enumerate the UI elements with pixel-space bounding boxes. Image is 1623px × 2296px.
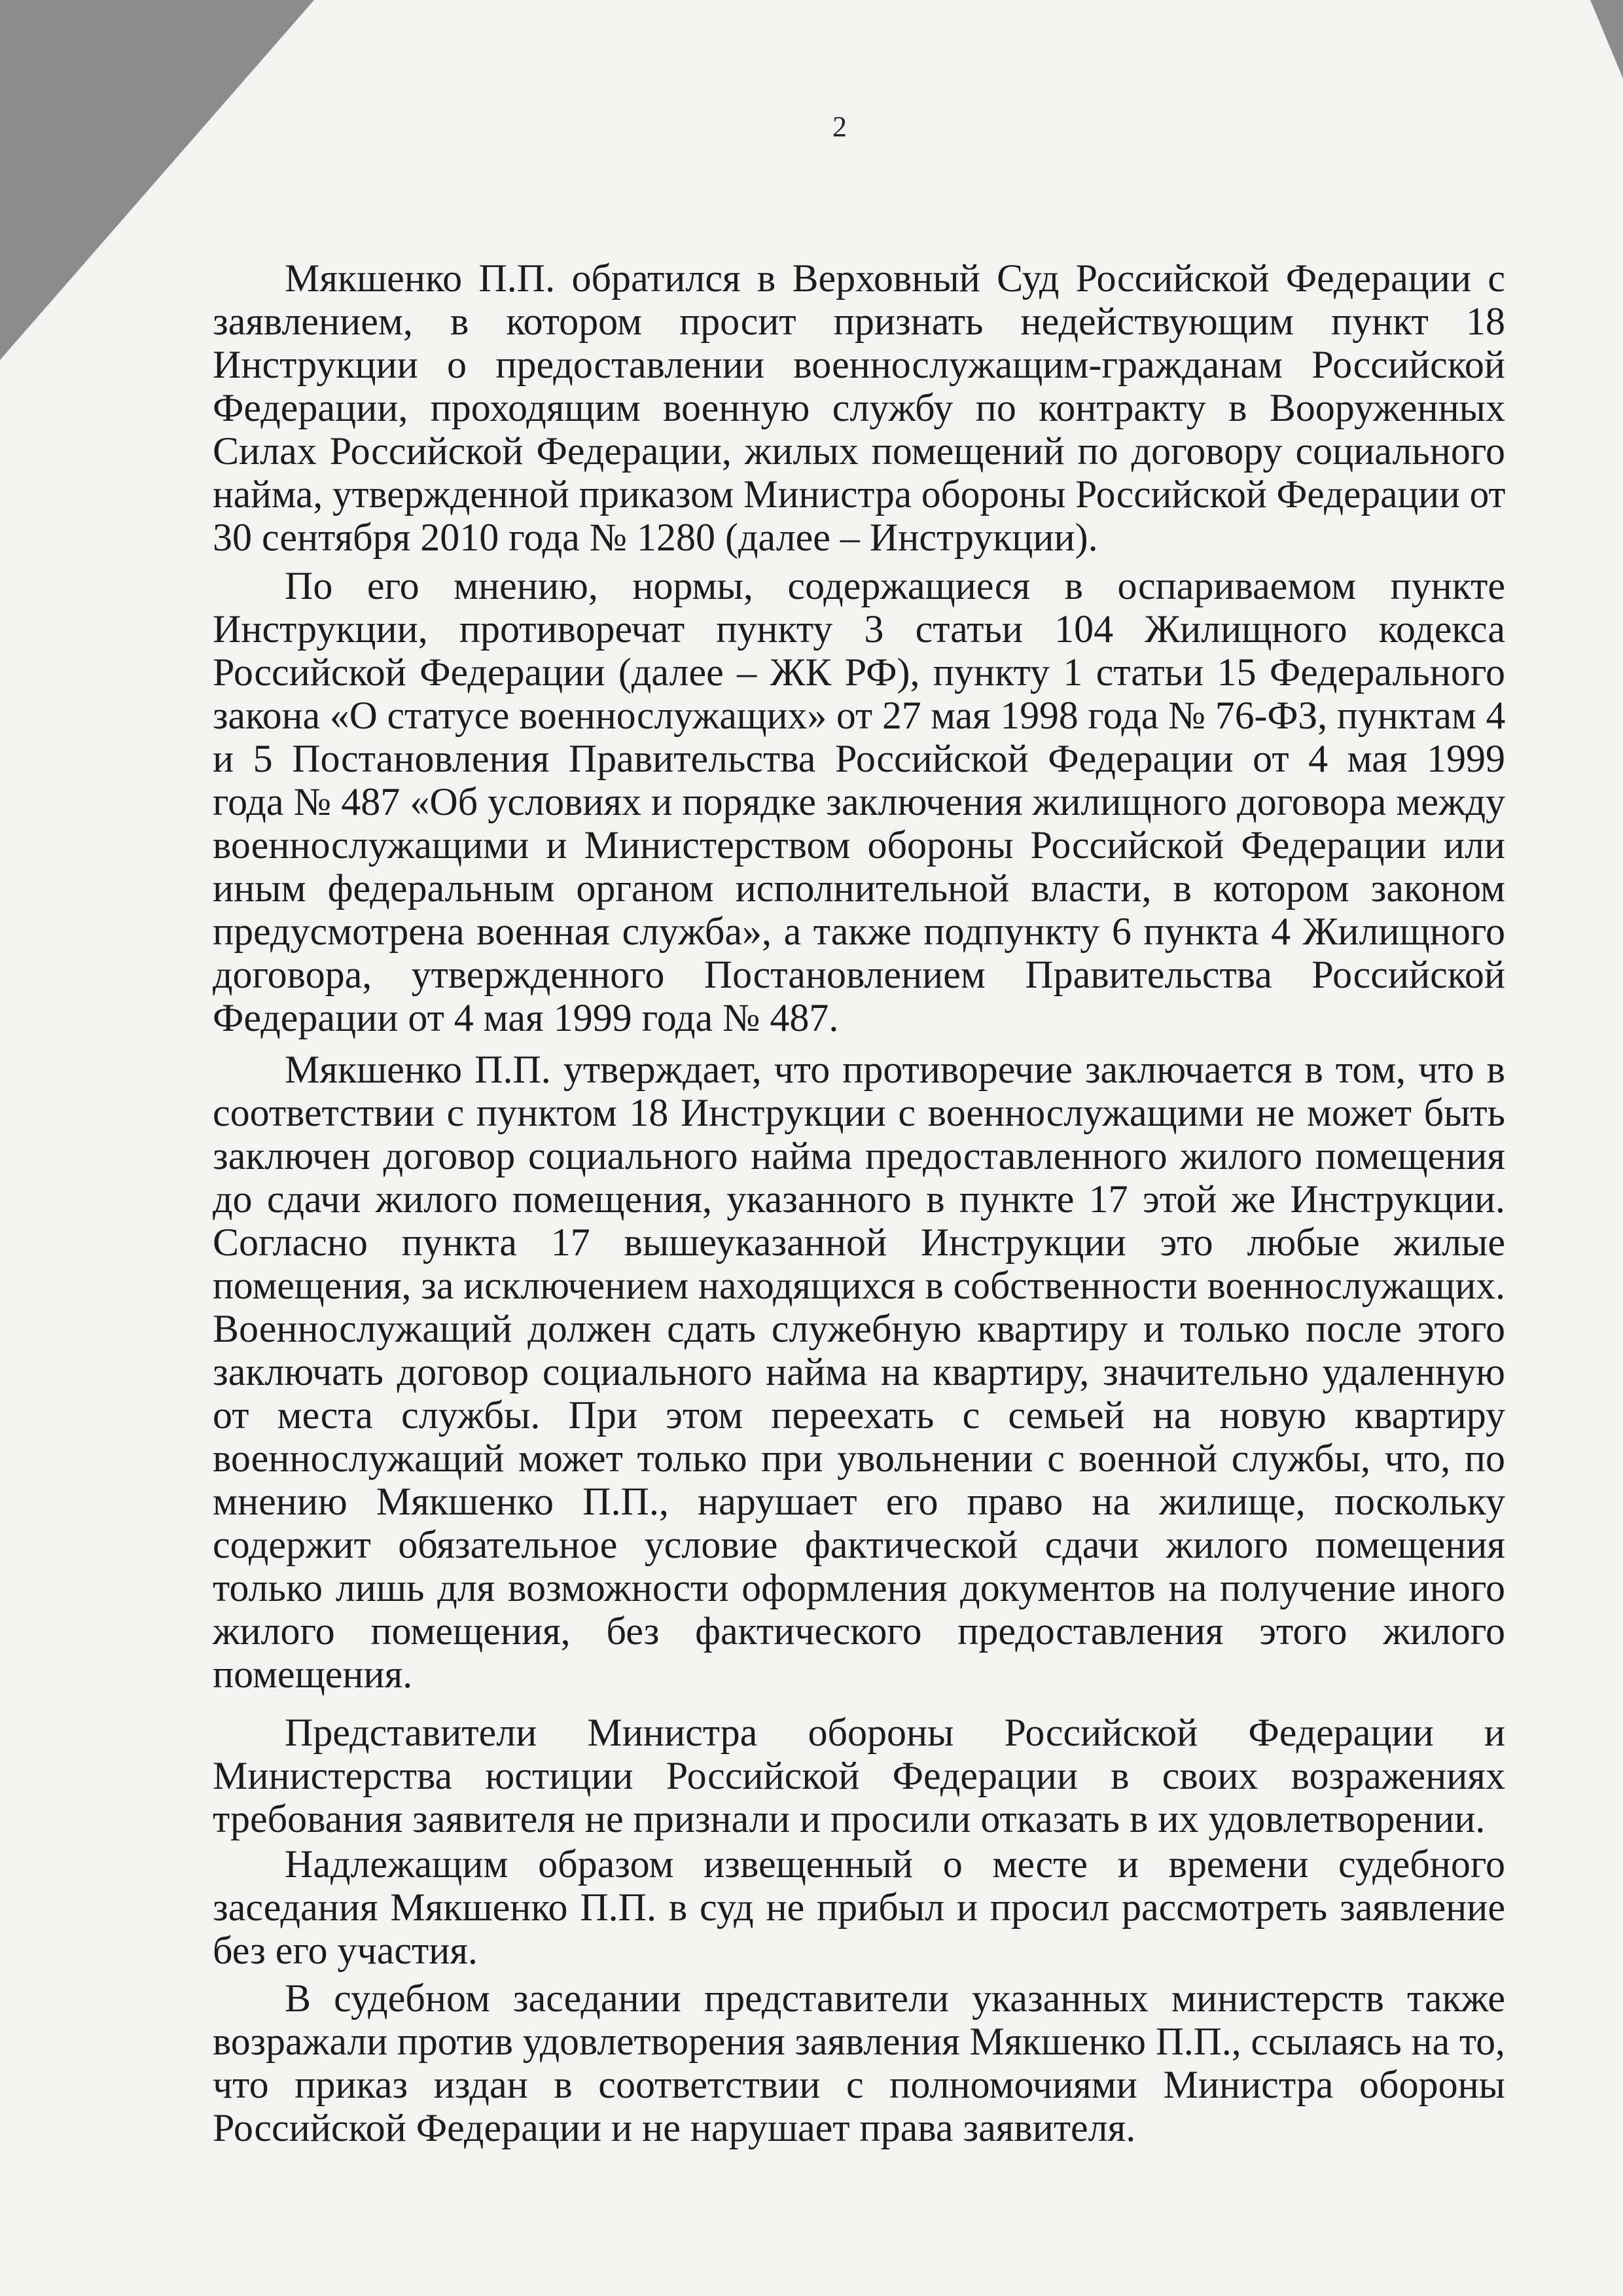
text-line: содержит обязательное условие фактической сдачи жилого помещения xyxy=(213,1523,1505,1566)
text-line: иным федеральным органом исполнительной власти, в котором законом xyxy=(213,867,1505,910)
text-line: договора, утвержденного Постановлением Правительства Российской xyxy=(213,953,1505,996)
text-line: требования заявителя не признали и просили отказать в их удовлетворении. xyxy=(213,1797,1486,1840)
text-line: закона «О статусе военнослужащих» от 27 мая 1998 года № 76-ФЗ, пунктам 4 xyxy=(213,694,1506,737)
text-line: только лишь для возможности оформления документов на получение иного xyxy=(213,1566,1505,1609)
text-line: Министерства юстиции Российской Федерации в своих возражениях xyxy=(213,1754,1505,1797)
text-line: что приказ издан в соответствии с полномочиями Министра обороны xyxy=(213,2063,1505,2106)
text-line: Согласно пункта 17 вышеуказанной Инструкции это любые жилые xyxy=(213,1221,1505,1264)
text-line: возражали против удовлетворения заявления Мякшенко П.П., ссылаясь на то, xyxy=(213,2020,1505,2063)
text-line: В судебном заседании представители указанных министерств также xyxy=(285,1977,1505,2020)
paragraph-representatives xyxy=(213,1711,1505,1840)
text-line: найма, утвержденной приказом Министра обороны Российской Федерации от xyxy=(213,473,1506,516)
text-line: военнослужащими и Министерством обороны Российской Федерации или xyxy=(213,823,1505,867)
page-number: 2 xyxy=(832,111,847,143)
paragraph-application xyxy=(213,257,1505,559)
text-line: заседания Мякшенко П.П. в суд не прибыл и просил рассмотреть заявление xyxy=(213,1886,1505,1929)
text-line: заключать договор социального найма на квартиру, значительно удаленную xyxy=(213,1350,1505,1393)
text-line: 30 сентября 2010 года № 1280 (далее – Инструкции). xyxy=(213,516,1098,559)
text-line: помещения. xyxy=(213,1653,413,1696)
text-line: Мякшенко П.П. утверждает, что противоречие заключается в том, что в xyxy=(285,1048,1505,1091)
text-line: до сдачи жилого помещения, указанного в пункте 17 этой же Инструкции. xyxy=(213,1177,1505,1221)
folded-corner-right xyxy=(1590,0,1623,79)
text-line: предусмотрена военная служба», а также подпункту 6 пункта 4 Жилищного xyxy=(213,910,1505,953)
text-line: Инструкции о предоставлении военнослужащим-гражданам Российской xyxy=(213,343,1505,386)
text-line: мнению Мякшенко П.П., нарушает его право на жилище, поскольку xyxy=(213,1480,1505,1523)
text-line: По его мнению, нормы, содержащиеся в оспариваемом пункте xyxy=(285,564,1505,607)
text-line: Мякшенко П.П. обратился в Верховный Суд Российской Федерации с xyxy=(285,257,1505,300)
text-line: Федерации, проходящим военную службу по контракту в Вооруженных xyxy=(213,386,1505,429)
text-line: соответствии с пунктом 18 Инструкции с военнослужащими не может быть xyxy=(213,1091,1505,1134)
paragraph-court-session xyxy=(213,1977,1505,2149)
paragraph-notification xyxy=(213,1842,1505,1972)
text-line: Представители Министра обороны Российской Федерации и xyxy=(285,1711,1505,1754)
paragraph-contradiction xyxy=(213,1048,1505,1696)
text-line: Инструкции, противоречат пункту 3 статьи 104 Жилищного кодекса xyxy=(213,607,1505,651)
paragraph-opinion xyxy=(213,564,1505,1039)
text-line: Федерации от 4 мая 1999 года № 487. xyxy=(213,996,839,1039)
text-line: Надлежащим образом извещенный о месте и времени судебного xyxy=(285,1842,1505,1886)
text-line: заявлением, в котором просит признать недействующим пункт 18 xyxy=(213,300,1505,343)
text-line: Российской Федерации и не нарушает права заявителя. xyxy=(213,2106,1136,2149)
text-line: от места службы. При этом переехать с семьей на новую квартиру xyxy=(213,1393,1505,1437)
text-line: Военнослужащий должен сдать служебную квартиру и только после этого xyxy=(213,1307,1505,1350)
text-line: без его участия. xyxy=(213,1929,478,1972)
text-line: заключен договор социального найма предоставленного жилого помещения xyxy=(213,1134,1505,1177)
text-line: Силах Российской Федерации, жилых помещений по договору социального xyxy=(213,429,1505,473)
text-line: жилого помещения, без фактического предоставления этого жилого xyxy=(213,1609,1505,1653)
text-line: военнослужащий может только при увольнении с военной службы, что, по xyxy=(213,1437,1505,1480)
text-line: и 5 Постановления Правительства Российской Федерации от 4 мая 1999 xyxy=(213,737,1505,780)
text-line: года № 487 «Об условиях и порядке заключения жилищного договора между xyxy=(213,780,1505,823)
text-line: Российской Федерации (далее – ЖК РФ), пункту 1 статьи 15 Федерального xyxy=(213,651,1505,694)
text-line: помещения, за исключением находящихся в собственности военнослужащих. xyxy=(213,1264,1506,1307)
